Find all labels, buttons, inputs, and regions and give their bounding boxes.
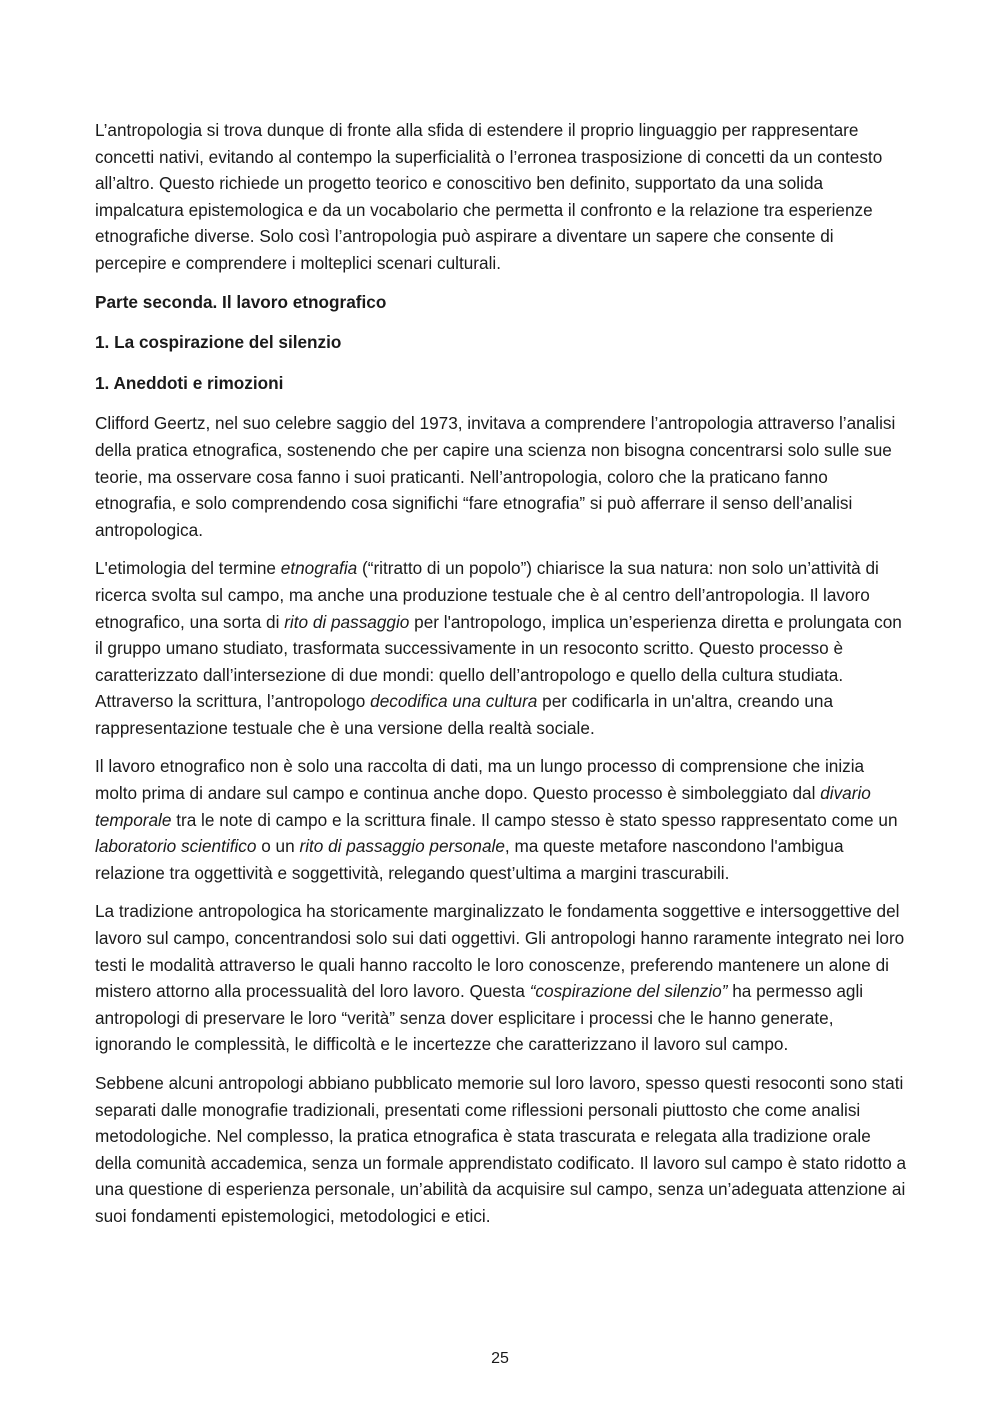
body-paragraph: Sebbene alcuni antropologi abbiano pubblicato memorie sul loro lavoro, spesso questi resoconti sono stati separati dalle monografie tradizionali, presentati come riflessioni personali piuttosto che come analisi metodologiche. Nel complesso, la pratica etnografica è stata trascurata e relegata alla tradizione orale della comunità accademica, senza un formale apprendistato codificato. Il lavoro sul campo è stato ridotto a una questione di esperienza personale, un’abilità da acquisire sul campo, senza un’adeguata attenzione ai suoi fondamenti epistemologici, metodologici e etici. xyxy=(95,1073,907,1226)
italic-term: decodifica una cultura xyxy=(370,691,538,712)
italic-term: laboratorio scientifico xyxy=(95,836,257,857)
italic-term: rito di passaggio xyxy=(284,611,410,632)
text-run: Il lavoro etnografico non è solo una raccolta di dati, ma un lungo processo di comprensione che inizia molto prima di andare sul campo e continua anche dopo. Questo processo è simboleggiato dal xyxy=(95,756,865,804)
body-paragraph: L’antropologia si trova dunque di fronte alla sfida di estendere il proprio linguaggio per rappresentare concetti nativi, evitando al contempo la superficialità o l’erronea trasposizione di concetti da un contesto all’altro. Questo richiede un progetto teorico e conoscitivo ben definito, supportato da una solida impalcatura epistemologica e da un vocabolario che permetta il confronto e la relazione tra esperienze etnografiche diverse. Solo così l’antropologia può aspirare a diventare un sapere che consente di percepire e comprendere i molteplici scenari culturali. xyxy=(95,120,883,273)
page-number: 25 xyxy=(491,1350,509,1367)
text-run: per l'antropologo, implica un’esperienza diretta e prolungata con il gruppo umano studiato, trasformata successivamente in un resoconto scritto. Questo processo è caratterizzato dall’intersezione di due mondi: quello dell’antropologo e quello della cultura studiata. Attraverso la scrittura, l’antropologo xyxy=(95,611,902,712)
text-run: ha permesso agli antropologi di preservare le loro “verità” senza dover esplicitare i processi che le hanno generate, ignorando le complessità, le difficoltà e le incertezze che caratterizzano il lavoro sul campo. xyxy=(95,981,864,1055)
body-paragraph xyxy=(95,555,907,741)
text-run: , ma queste metafore nascondono l'ambigua relazione tra oggettività e soggettività, relegando quest’ultima a margini trascurabili. xyxy=(95,836,844,883)
italic-term: etnografia xyxy=(280,558,358,579)
body-paragraph xyxy=(95,753,907,886)
italic-term: “cospirazione del silenzio” xyxy=(529,981,728,1002)
italic-term: divario temporale xyxy=(95,783,871,830)
chapter-heading: 1. La cospirazione del silenzio xyxy=(95,332,342,353)
section-heading: 1. Aneddoti e rimozioni xyxy=(95,372,284,393)
text-run: L'etimologia del termine xyxy=(95,558,281,579)
body-paragraph: Clifford Geertz, nel suo celebre saggio del 1973, invitava a comprendere l’antropologia attraverso l’analisi della pratica etnografica, sostenendo che per capire una scienza non bisogna concentrarsi solo sulle sue teorie, ma osservare cosa fanno i suoi praticanti. Nell’antropologia, coloro che la praticano fanno etnografia, e solo comprendendo cosa significhi “fare etnografia” si può afferrare il senso dell’analisi antropologica. xyxy=(95,413,896,540)
document-page xyxy=(95,117,907,1242)
text-run: La tradizione antropologica ha storicamente marginalizzato le fondamenta soggettive e intersoggettive del lavoro sul campo, concentrandosi solo sui dati oggettivi. Gli antropologi hanno raramente integrato nei loro testi le modalità attraverso le quali hanno raccolto le loro conoscenze, preferendo mantenere un alone di mistero attorno alla processualità del loro lavoro. Questa xyxy=(95,901,905,1002)
part-heading: Parte seconda. Il lavoro etnografico xyxy=(95,291,387,312)
text-run: per codificarla in un'altra, creando una rappresentazione testuale che è una versione della realtà sociale. xyxy=(95,691,834,738)
text-run: o un xyxy=(256,836,300,857)
text-run: tra le note di campo e la scrittura finale. Il campo stesso è stato spesso rappresentato come un xyxy=(171,809,898,830)
italic-term: rito di passaggio personale xyxy=(299,836,505,857)
text-run: (“ritratto di un popolo”) chiarisce la sua natura: non solo un’attività di ricerca svolta sul campo, ma anche una produzione testuale che è al centro dell’antropologia. Il lavoro etnografico, una sorta di xyxy=(95,558,879,632)
body-paragraph xyxy=(95,898,907,1058)
